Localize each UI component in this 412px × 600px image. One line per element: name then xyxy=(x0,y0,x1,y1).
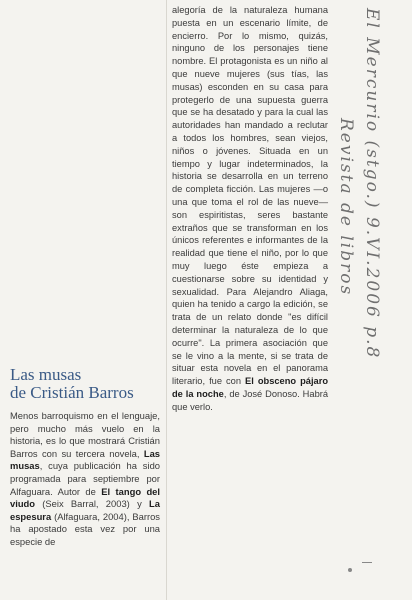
right-paragraph-part-2: , de José Donoso. Habrá que verlo. xyxy=(172,388,329,412)
left-paragraph-part-3: (Seix Barral, 2003) y xyxy=(35,498,150,510)
column-divider xyxy=(166,0,167,600)
book-title-el-obsceno-pajaro: El obsceno pájaro de la noche xyxy=(172,376,328,399)
headline-line-1: Las musas xyxy=(10,365,82,384)
book-title-la-espesura: La espesura xyxy=(10,498,160,522)
article-headline xyxy=(10,366,160,402)
end-mark-dash xyxy=(362,562,372,563)
left-paragraph-part-1: Menos barroquismo en el lenguaje, pero mucho más vuelo en la historia, es lo que mostrará Cristián Barros con su tercera novela, xyxy=(10,410,160,459)
left-paragraph-part-4: (Alfaguara, 2004), Barros ha apostado esta vez por una especie de xyxy=(10,510,160,547)
book-title-las-musas: Las musas xyxy=(10,447,160,472)
left-paragraph-part-2: , cuya publicación ha sido programada para septiembre por Alfaguara. Autor de xyxy=(10,460,160,497)
right-paragraph-part-1: alegoría de la naturaleza humana puesta en un escenario límite, de encierro. Por lo mismo, quizás, ninguno de los personajes tiene nombre. El protagonista es un niño al que nueve mujeres (sus tías, las musas) esconden en su casa para protegerlo de una supuesta guerra que se ha desatado y para la cual las autoridades han mandado a reclutar a todos los hombres, sean viejos, niños o jóvenes. Situada en un tiempo y lugar indeterminados, la historia se desarrolla en un terreno de completa ficción. Las mujeres —o una que toma el rol de las nueve— son espiritistas, seres bastante extraños que se transforman en los únicos referentes e informantes de la realidad que tiene el niño, por lo que muy luego éste empieza a cuestionarse sobre su identidad y sexualidad. Para Alejandro Aliaga, quien ha tenido a cargo la edición, se trata de un relato donde "es difícil determinar la naturaleza de lo que ocurre". La primera asociación que se le vino a la mente, si se trata de situar esta novela en el panorama literario, fue con xyxy=(172,5,328,387)
right-column xyxy=(172,4,328,414)
end-mark-dot xyxy=(348,568,352,572)
book-title-el-tango-del-viudo: El tango del viudo xyxy=(10,485,160,510)
headline-line-2: de Cristián Barros xyxy=(10,383,134,402)
left-column xyxy=(10,366,160,549)
handwritten-section-note: Revista de libros xyxy=(336,118,356,297)
handwritten-source-note: El Mercurio (stgo.) 9.VI.2006 p.8 xyxy=(362,8,382,360)
left-body-text xyxy=(10,410,160,549)
right-body-text xyxy=(172,4,328,414)
